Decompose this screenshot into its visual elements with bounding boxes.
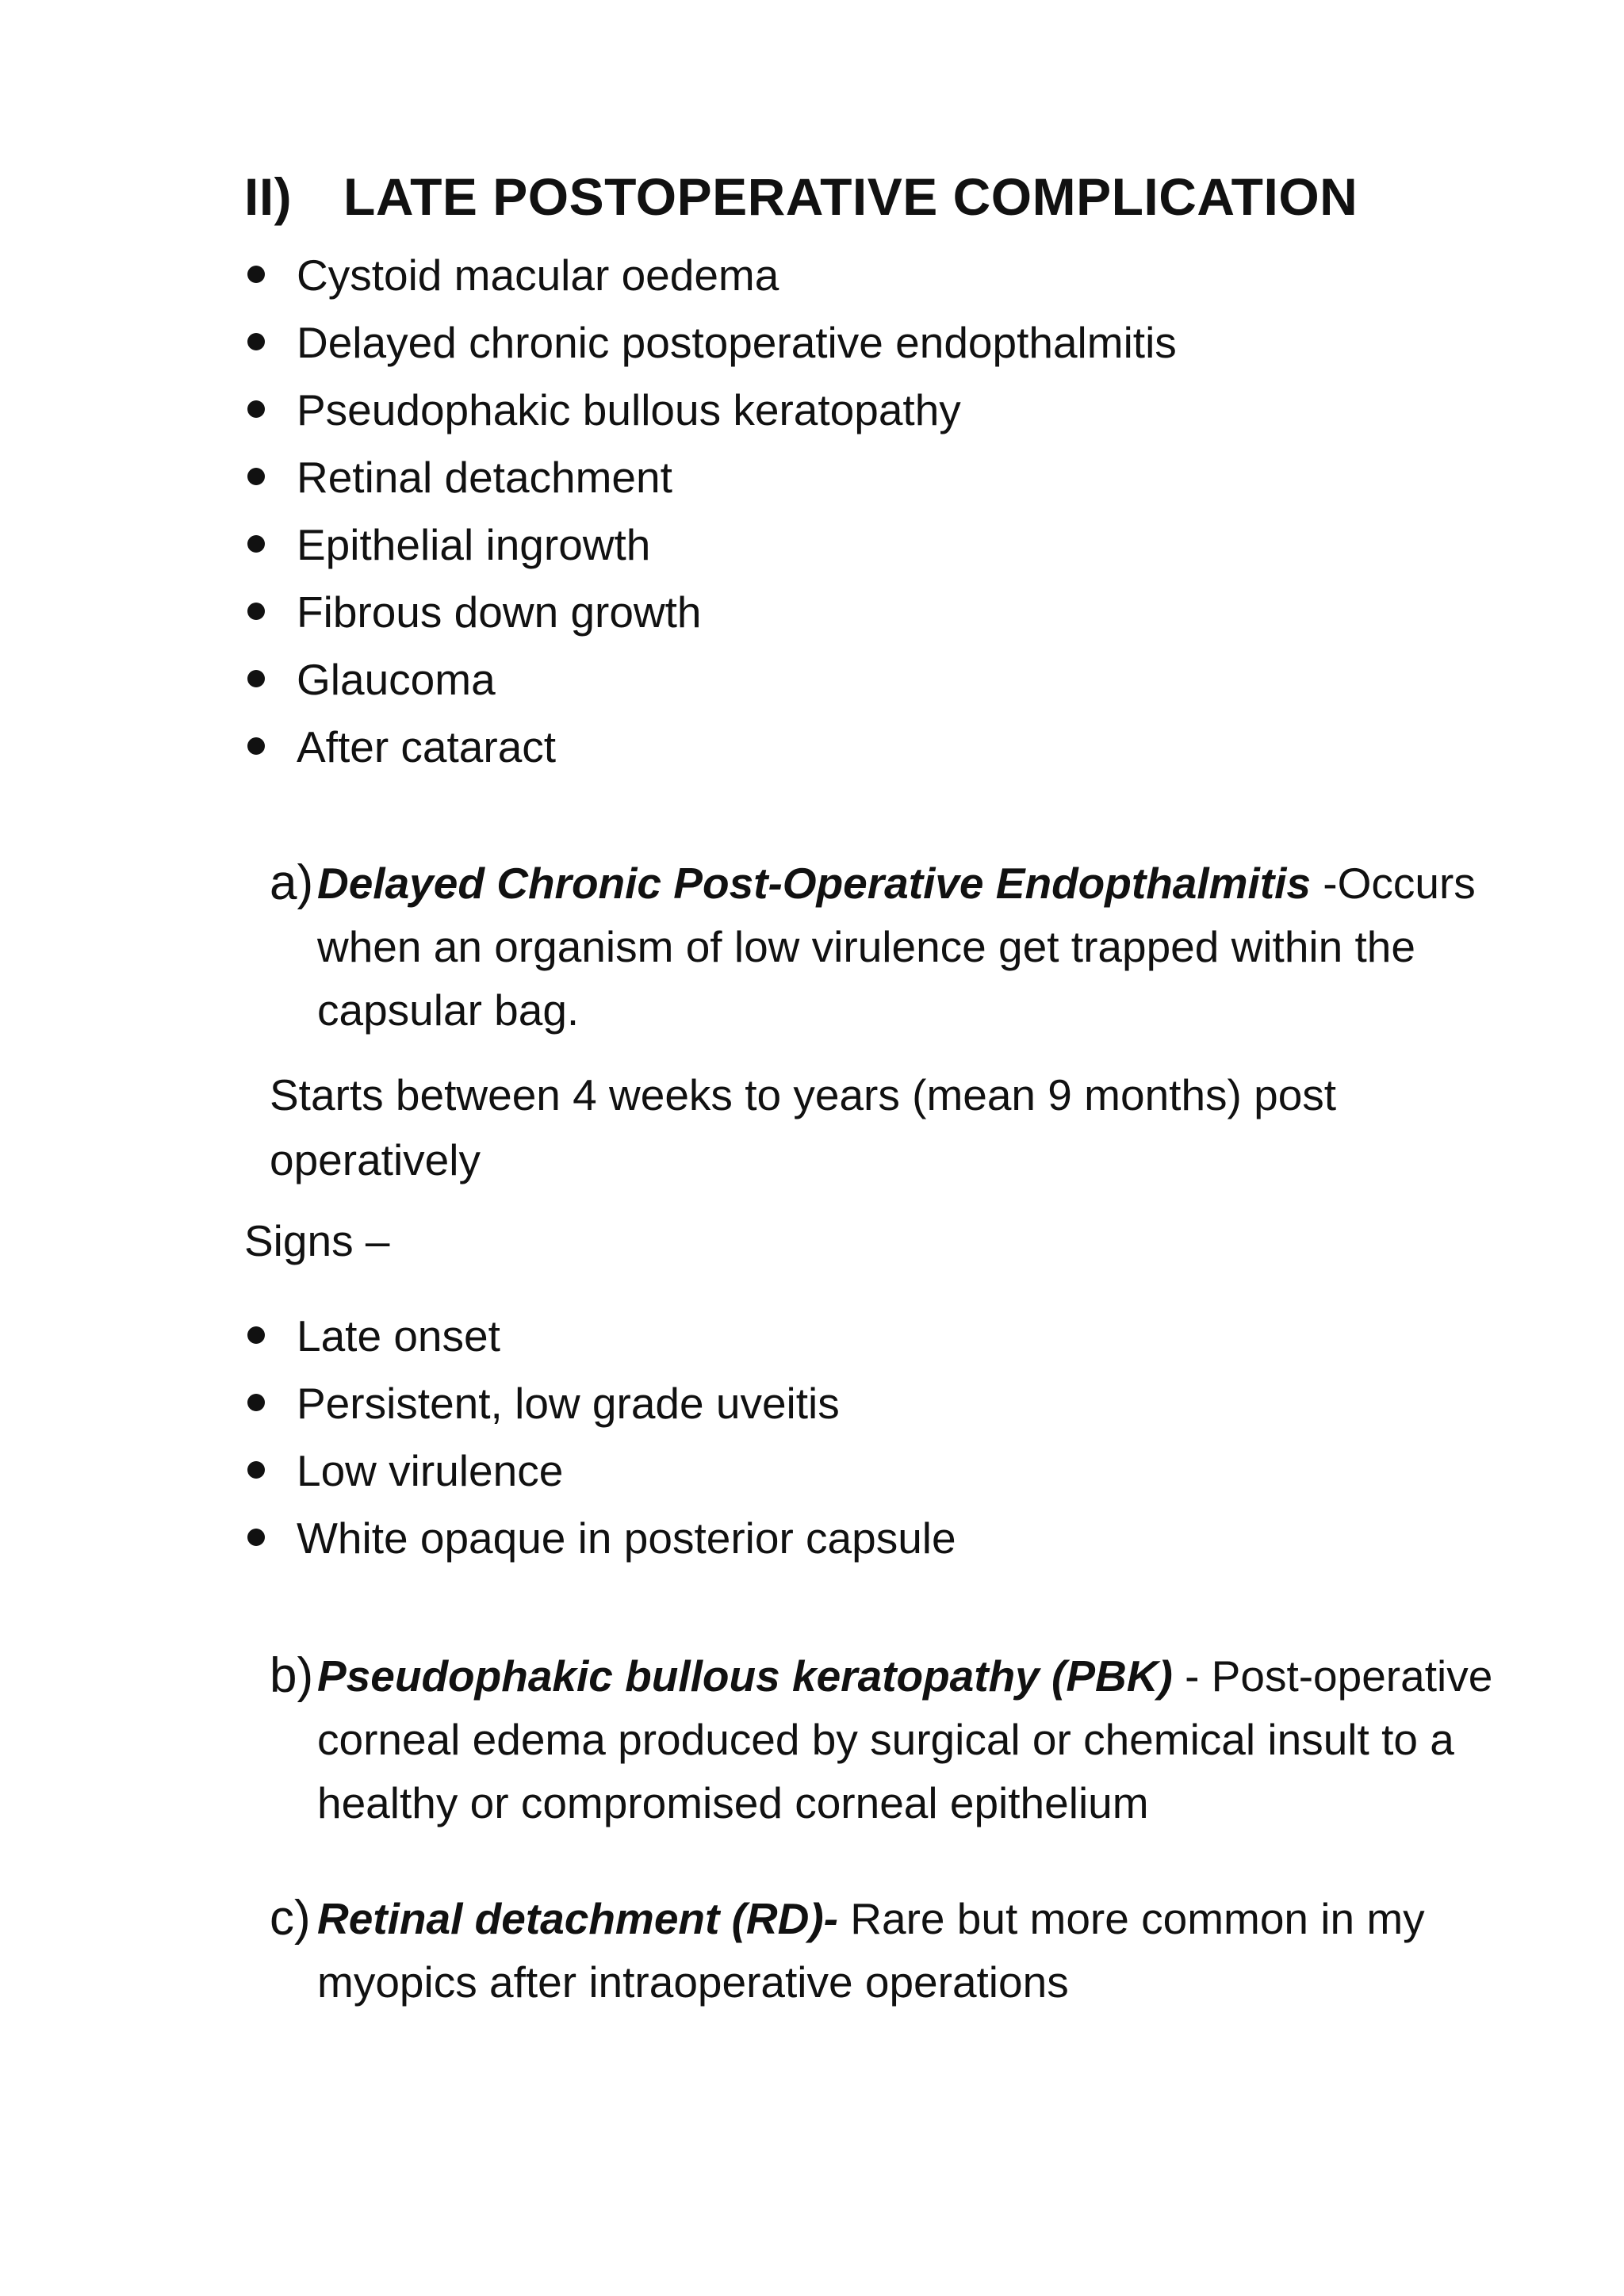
- section-b-text: - Post-operative corneal edema produced by surgical or chemical insult to a healthy or compromised corneal epithelium: [317, 1651, 1493, 1827]
- list-item-text: Late onset: [297, 1311, 500, 1360]
- section-c-text: Rare but more common in my myopics after intraoperative operations: [317, 1894, 1425, 2007]
- bullet-icon: [247, 1326, 265, 1344]
- bullet-icon: [247, 535, 265, 553]
- list-item: [244, 719, 1177, 786]
- complications-list: [244, 247, 1177, 786]
- signs-label: Signs –: [244, 1216, 390, 1265]
- onset-paragraph: Starts between 4 weeks to years (mean 9 months) post operatively: [270, 1070, 1337, 1184]
- list-item: [244, 1443, 956, 1510]
- section-b-term: Pseudophakic bullous keratopathy (PBK): [317, 1651, 1173, 1701]
- list-item: [244, 450, 1177, 517]
- list-item-text: Delayed chronic postoperative endopthalmitis: [297, 318, 1177, 367]
- list-item: [244, 382, 1177, 450]
- section-b: [270, 1644, 1507, 1835]
- list-item-text: Low virulence: [297, 1446, 564, 1495]
- bullet-icon: [247, 266, 265, 283]
- list-item: [244, 652, 1177, 719]
- list-item: [244, 517, 1177, 584]
- bullet-icon: [247, 1529, 265, 1546]
- list-item-text: Cystoid macular oedema: [297, 251, 779, 300]
- section-b-marker: b): [270, 1648, 314, 1703]
- list-item-text: Epithelial ingrowth: [297, 520, 651, 569]
- list-item-text: Pseudophakic bullous keratopathy: [297, 385, 961, 434]
- section-b-body: [317, 1644, 1507, 1835]
- section-c-term: Retinal detachment (RD)-: [317, 1894, 838, 1943]
- list-item-text: Retinal detachment: [297, 453, 672, 502]
- section-c-marker: c): [270, 1891, 311, 1946]
- bullet-icon: [247, 1461, 265, 1479]
- bullet-icon: [247, 468, 265, 485]
- section-a-body: [317, 851, 1507, 1042]
- bullet-icon: [247, 1394, 265, 1411]
- list-item-text: Persistent, low grade uveitis: [297, 1379, 840, 1428]
- list-item-text: Fibrous down growth: [297, 587, 702, 637]
- section-a-term: Delayed Chronic Post-Operative Endopthalmitis: [317, 859, 1312, 908]
- bullet-icon: [247, 400, 265, 418]
- section-c-body: [317, 1887, 1507, 2014]
- signs-list: [244, 1308, 956, 1578]
- heading-title: LATE POSTOPERATIVE COMPLICATION: [343, 167, 1358, 226]
- bullet-icon: [247, 737, 265, 755]
- list-item-text: After cataract: [297, 722, 557, 771]
- section-a-text: -Occurs when an organism of low virulence get trapped within the capsular bag.: [317, 859, 1476, 1035]
- list-item-text: Glaucoma: [297, 655, 496, 704]
- list-item: [244, 1376, 956, 1443]
- list-item: [244, 1308, 956, 1376]
- section-heading: [244, 166, 1358, 227]
- list-item: [244, 1510, 956, 1578]
- bullet-icon: [247, 333, 265, 350]
- list-item-text: White opaque in posterior capsule: [297, 1513, 956, 1563]
- section-c: [270, 1887, 1507, 2014]
- list-item: [244, 315, 1177, 382]
- section-a-marker: a): [270, 855, 314, 910]
- bullet-icon: [247, 603, 265, 620]
- section-a: [270, 851, 1507, 1042]
- heading-number: II): [244, 167, 293, 226]
- bullet-icon: [247, 670, 265, 687]
- list-item: [244, 584, 1177, 652]
- list-item: [244, 247, 1177, 315]
